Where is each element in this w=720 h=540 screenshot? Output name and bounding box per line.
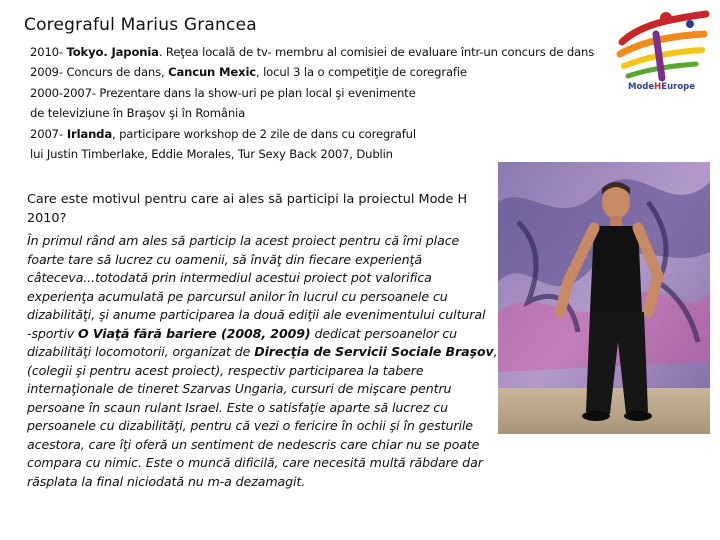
page-title: Coregraful Marius Grancea [24, 15, 257, 35]
logo-caption: ModeHEurope [628, 82, 696, 92]
bio-year: 2007- [30, 126, 63, 141]
answer-line: compara cu nimic. Este o muncă dificilă, care necesită multă răbdare dar [27, 455, 483, 470]
bio-item [30, 124, 600, 144]
answer-line: -sportiv O Viaţă fără bariere (2008, 2009) dedicat persoanelor cu [27, 325, 458, 341]
answer-line: dizabilităţi locomotorii, organizat de Direcţia de Servicii Sociale Braşov, [27, 344, 498, 359]
bio-list [30, 42, 600, 164]
bio-text: . Reţea locală de tv- membru al comisiei de evaluare într-un concurs de dans [158, 45, 595, 59]
bio-item [30, 83, 600, 103]
dancer-photo [498, 162, 710, 434]
bio-place: Tokyo. Japonia [66, 45, 159, 59]
bio-item [30, 62, 600, 82]
answer-line: (colegii şi pentru acest proiect), respectiv participarea la tabere [27, 362, 424, 378]
answer-line: persoanele cu dizabilităţi, pentru că vezi o fericire în ochii şi în gesturile [27, 418, 473, 433]
bio-place: Irlanda [62, 126, 112, 141]
bio-year: 2009- [30, 65, 63, 80]
answer-line: experienţa acumulată pe parcursul anilor în lucrul cu persoanele cu [27, 288, 448, 304]
answer-line: răsplata la final niciodată nu m-a dezamagit. [27, 473, 306, 489]
bio-year: 2010- [30, 45, 63, 59]
answer-line: internaţionale de tineret Szarvas Ungaria, cursuri de mişcare pentru [27, 381, 452, 396]
event-name: O Viaţă fără bariere (2008, 2009) [77, 325, 311, 341]
bio-item [30, 42, 600, 62]
answer-line: dizabilităţi, şi anume participarea la două ediţii ale evenimentului cultural [27, 307, 486, 322]
interview-question: Care este motivul pentru care ai ales să participi la proiectul Mode H 2010? [27, 192, 468, 226]
bio-item [30, 103, 600, 123]
organization-name: Direcţia de Servicii Sociale Braşov [254, 344, 494, 359]
bio-text: lui Justin Timberlake, Eddie Morales, Tur Sexy Back 2007, Dublin [30, 147, 393, 162]
bio-text: Prezentare dans la show-uri pe plan local şi evenimente [95, 85, 416, 100]
bio-place: Cancun Mexic [168, 65, 257, 80]
bio-year: 2000-2007- [30, 85, 96, 100]
bio-text: Concurs de dans, [62, 65, 169, 80]
answer-line: câteceva...totodată prin intermediul acestui proiect pot valorifica [27, 270, 432, 285]
bio-text: , participare workshop de 2 zile de dans cu coregraful [112, 126, 416, 141]
interview-answer [27, 232, 507, 491]
answer-line: foarte tare să lucrez cu oamenii, să învăţ din fiecare experienţă [27, 251, 422, 267]
answer-line: acestora, care îţi oferă un sentiment de nedescris care chiar nu se poate [27, 436, 480, 452]
bio-text: de televiziune în Braşov şi în România [30, 106, 246, 121]
bio-text: , locul 3 la o competiţie de coregrafie [256, 65, 467, 80]
answer-line: persoane în scaun rulant Israel. Este o satisfaţie aparte să lucrez cu [27, 399, 448, 415]
answer-line: În primul rând am ales să particip la acest proiect pentru că îmi place [27, 233, 460, 248]
